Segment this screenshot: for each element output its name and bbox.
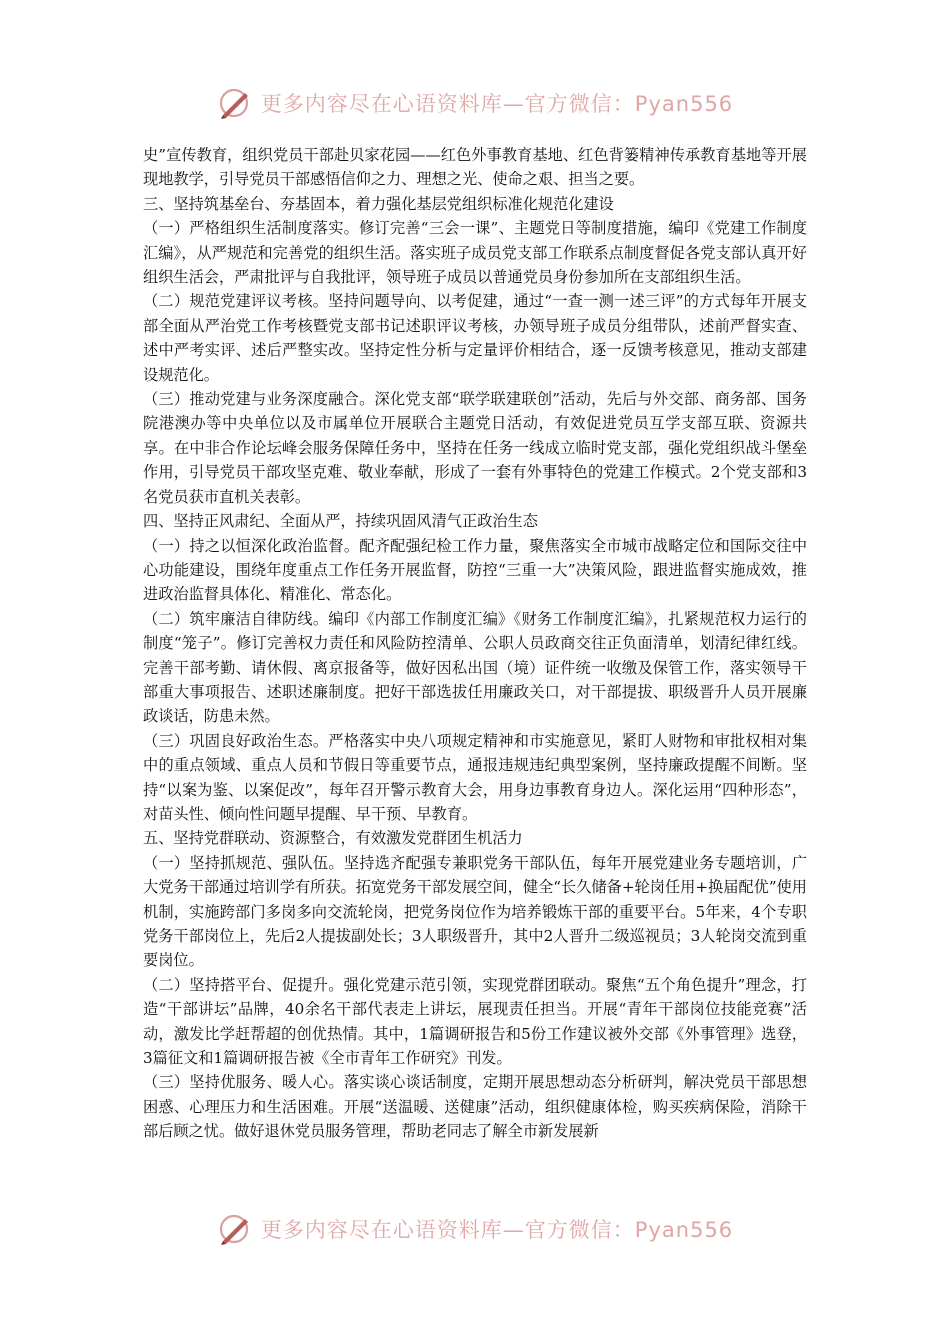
paragraph: 史”宣传教育，组织党员干部赴贝家花园——红色外事教育基地、红色背篓精神传承教育基地等开展现地教学，引导党员干部感悟信仰之力、理想之光、使命之艰、担当之要。	[143, 146, 807, 189]
paragraph: （二）坚持搭平台、促提升。强化党建示范引领，实现党群团联动。聚焦“五个角色提升”理念，打造“干部讲坛”品牌，40余名干部代表走上讲坛，展现责任担当。开展“青年干部岗位技能竞赛”活动，激发比学赶帮超的创优热情。其中，1篇调研报告和5份工作建议被外交部《外事管理》选登，3篇征文和1篇调研报告被《全市青年工作研究》刊发。	[143, 975, 807, 1068]
section-heading: 五、坚持党群联动、资源整合，有效激发党群团生机活力	[143, 829, 523, 848]
watermark-header	[0, 83, 950, 123]
paragraph: （三）坚持优服务、暖人心。落实谈心谈话制度，定期开展思想动态分析研判，解决党员干部思想困惑、心理压力和生活困难。开展“送温暖、送健康”活动，组织健康体检，购买疾病保险，消除干部后顾之忧。做好退休党员服务管理，帮助老同志了解全市新发展新	[143, 1073, 807, 1141]
paragraph: （二）规范党建评议考核。坚持问题导向、以考促建，通过“一查一测一述三评”的方式每年开展支部全面从严治党工作考核暨党支部书记述职评议考核，办领导班子成员分组带队，述前严督实查、述中严考实评、述后严整实改。坚持定性分析与定量评价相结合，逐一反馈考核意见，推动支部建设规范化。	[143, 292, 807, 384]
paragraph: （一）持之以恒深化政治监督。配齐配强纪检工作力量，聚焦落实全市城市战略定位和国际交往中心功能建设，围绕年度重点工作任务开展监督，防控“三重一大”决策风险，跟进监督实施成效，推进政治监督具体化、精准化、常态化。	[143, 536, 807, 604]
paragraph: （一）严格组织生活制度落实。修订完善“三会一课”、主题党日等制度措施，编印《党建工作制度汇编》，从严规范和完善党的组织生活。落实班子成员党支部工作联系点制度督促各党支部认真开好组织生活会，严肃批评与自我批评，领导班子成员以普通党员身份参加所在支部组织生活。	[143, 219, 807, 287]
pen-circle-logo-icon	[217, 1211, 253, 1247]
pen-circle-logo-icon	[217, 85, 253, 121]
section-heading: 四、坚持正风肃纪、全面从严，持续巩固风清气正政治生态	[143, 512, 538, 531]
section-heading: 三、坚持筑基垒台、夯基固本，着力强化基层党组织标准化规范化建设	[143, 194, 614, 213]
document-body	[143, 143, 807, 1144]
paragraph: （一）坚持抓规范、强队伍。坚持选齐配强专兼职党务干部队伍，每年开展党建业务专题培训，广大党务干部通过培训学有所获。拓宽党务干部发展空间，健全“长久储备+轮岗任用+换届配优”使用机制，实施跨部门多岗多向交流轮岗，把党务岗位作为培养锻炼干部的重要平台。5年来，4个专职党务干部岗位上，先后2人提拔副处长；3人职级晋升，其中2人晋升二级巡视员；3人轮岗交流到重要岗位。	[143, 853, 807, 970]
watermark-footer	[0, 1209, 950, 1249]
watermark-text: 更多内容尽在心语资料库—官方微信：Pyan556	[260, 1218, 734, 1242]
paragraph: （三）推动党建与业务深度融合。深化党支部“联学联建联创”活动，先后与外交部、商务部、国务院港澳办等中央单位以及市属单位开展联合主题党日活动，有效促进党员互学支部互联、资源共享。在中非合作论坛峰会服务保障任务中，坚持在任务一线成立临时党支部，强化党组织战斗堡垒作用，引导党员干部攻坚克难、敬业奉献，形成了一套有外事特色的党建工作模式。2个党支部和3名党员获市直机关表彰。	[143, 390, 807, 506]
watermark-text: 更多内容尽在心语资料库—官方微信：Pyan556	[260, 92, 734, 116]
paragraph: （三）巩固良好政治生态。严格落实中央八项规定精神和市实施意见，紧盯人财物和审批权相对集中的重点领域、重点人员和节假日等重要节点，通报违规违纪典型案例，坚持廉政提醒不间断。坚持“以案为鉴、以案促改”，每年召开警示教育大会，用身边事教育身边人。深化运用“四种形态”，对苗头性、倾向性问题早提醒、早干预、早教育。	[143, 731, 807, 823]
paragraph: （二）筑牢廉洁自律防线。编印《内部工作制度汇编》《财务工作制度汇编》，扎紧规范权力运行的制度“笼子”。修订完善权力责任和风险防控清单、公职人员政商交往正负面清单，划清纪律红线。完善干部考勤、请休假、离京报备等，做好因私出国（境）证件统一收缴及保管工作，落实领导干部重大事项报告、述职述廉制度。把好干部选拔任用廉政关口，对干部提拔、职级晋升人员开展廉政谈话，防患未然。	[143, 609, 807, 726]
